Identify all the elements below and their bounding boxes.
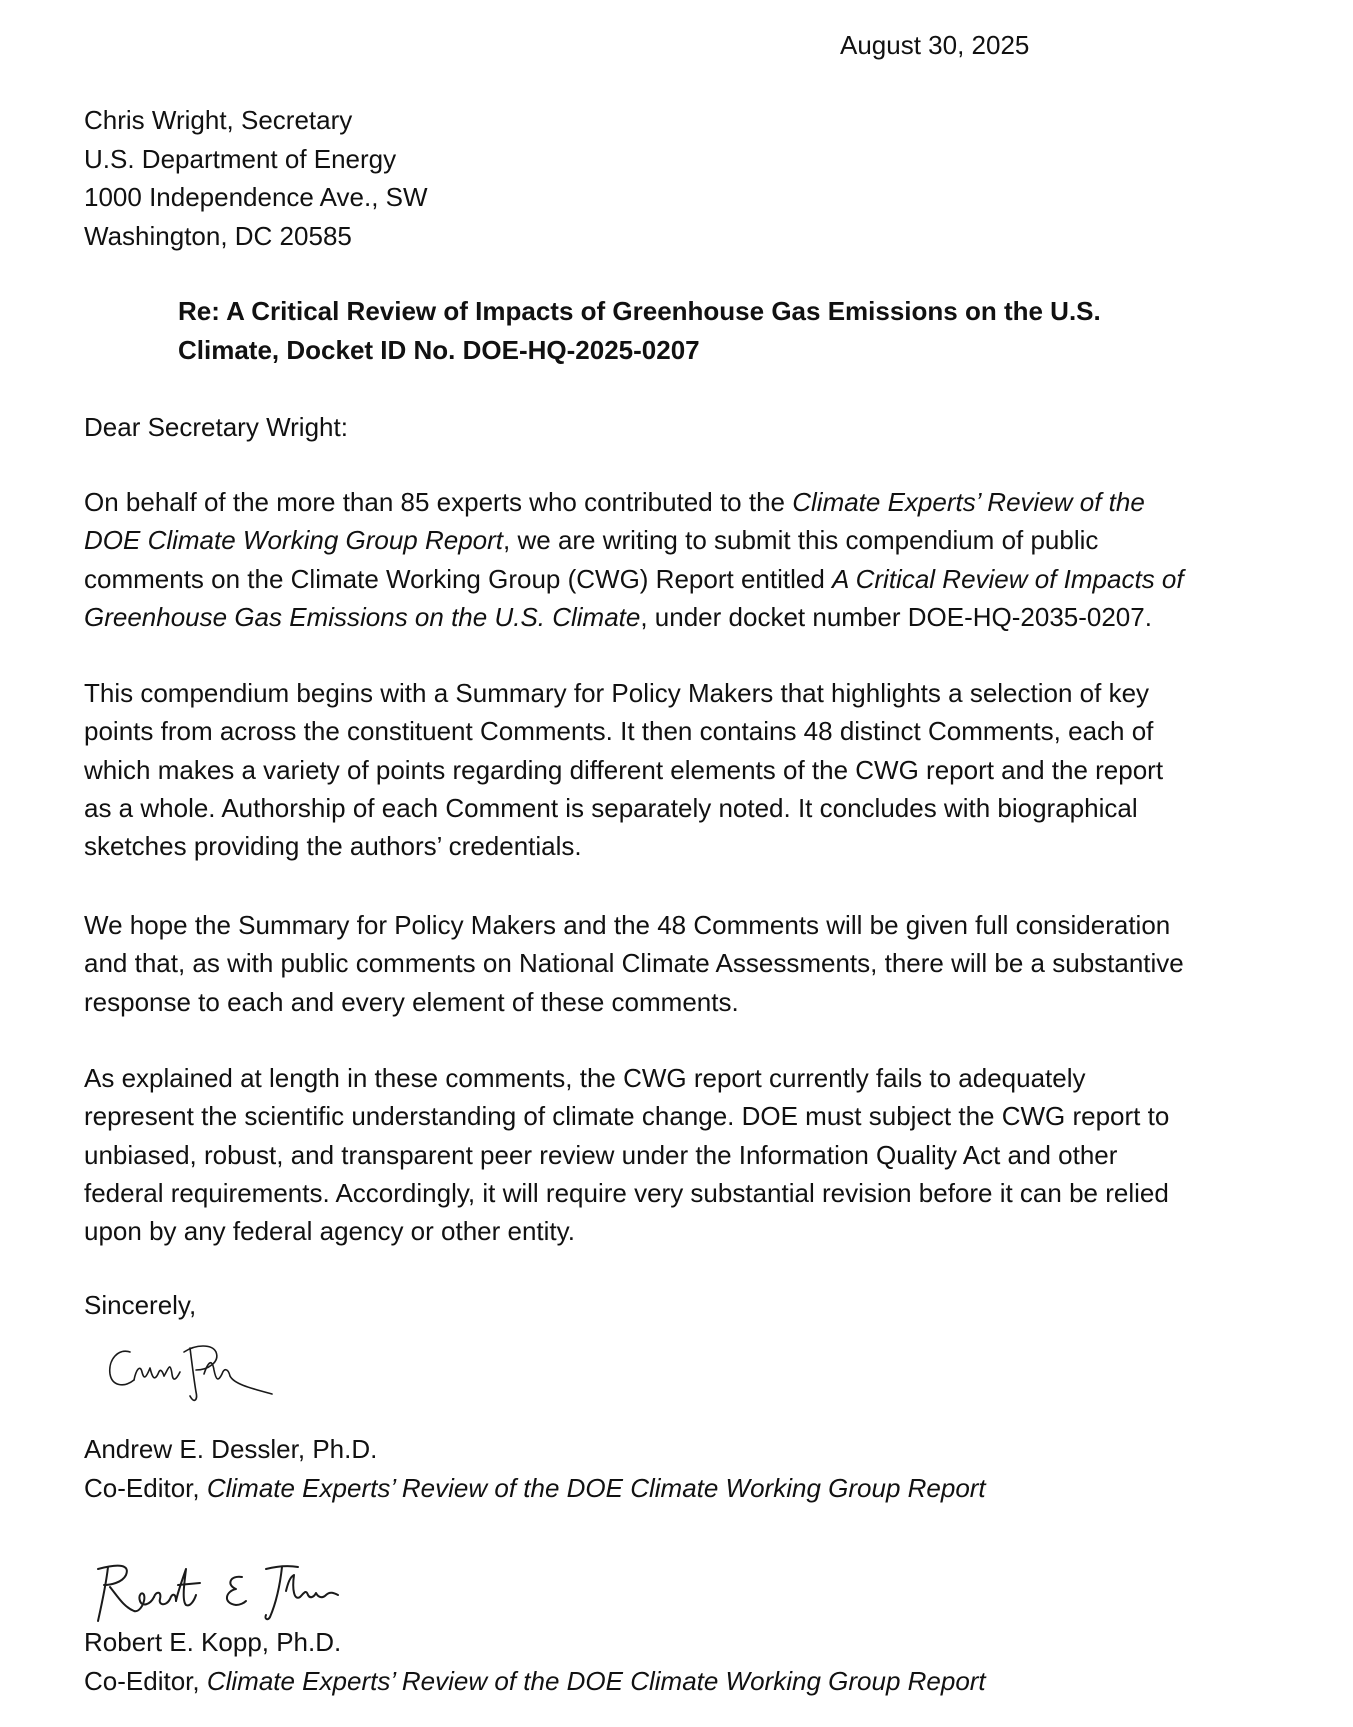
paragraph-conclusion: [84, 1059, 1334, 1250]
paragraph-line: [84, 521, 1334, 559]
paragraph-line: points from across the constituent Comments. It then contains 48 distinct Comments, each of: [84, 716, 1154, 747]
text-run: , under docket number DOE-HQ-2035-0207.: [640, 601, 1152, 632]
closing: Sincerely,: [84, 1290, 197, 1320]
paragraph-line: [84, 483, 1334, 521]
paragraph-line: sketches providing the authors’ credentials.: [84, 831, 582, 862]
role-prefix: Co-Editor,: [84, 1472, 207, 1503]
recipient-address: [84, 101, 428, 255]
paragraph-line: [84, 560, 1334, 598]
paragraph-line: upon by any federal agency or other entity.: [84, 1216, 575, 1247]
text-run: On behalf of the more than 85 experts who contributed to the: [84, 487, 793, 517]
recipient-name: Chris Wright, Secretary: [84, 105, 353, 135]
paragraph-line: as a whole. Authorship of each Comment is separately noted. It concludes with biographical: [84, 792, 1138, 823]
paragraph-line: federal requirements. Accordingly, it will require very substantial revision before it can be relied: [84, 1177, 1169, 1208]
salutation: Dear Secretary Wright:: [84, 412, 348, 442]
recipient-city: Washington, DC 20585: [84, 220, 352, 251]
signer-role: [84, 1662, 986, 1701]
paragraph-intro: [84, 483, 1334, 636]
text-run: , we are writing to submit this compendium of public: [503, 525, 1099, 556]
paragraph-line: represent the scientific understanding of climate change. DOE must subject the CWG report to: [84, 1101, 1170, 1132]
italic-title-run: Greenhouse Gas Emissions on the U.S. Climate: [84, 601, 641, 632]
subject-line-1: Re: A Critical Review of Impacts of Greenhouse Gas Emissions on the U.S.: [178, 296, 1101, 326]
paragraph-line: unbiased, robust, and transparent peer review under the Information Quality Act and other: [84, 1139, 1118, 1170]
italic-title-run: Climate Experts’ Review of the: [792, 487, 1145, 517]
paragraph-compendium: [84, 674, 1334, 865]
signature-dessler-image: [100, 1330, 300, 1410]
signer-name: Andrew E. Dessler, Ph.D.: [84, 1434, 378, 1464]
paragraph-line: [84, 598, 1334, 636]
role-title: Climate Experts’ Review of the DOE Climate Working Group Report: [206, 1665, 986, 1696]
italic-title-run: A Critical Review of Impacts of: [832, 563, 1184, 594]
subject-line-2: Climate, Docket ID No. DOE-HQ-2025-0207: [178, 334, 700, 365]
italic-title-run: DOE Climate Working Group Report: [84, 525, 504, 556]
subject-line: [178, 292, 1258, 369]
role-prefix: Co-Editor,: [84, 1665, 207, 1696]
signer-name: Robert E. Kopp, Ph.D.: [84, 1627, 342, 1657]
paragraph-line: and that, as with public comments on National Climate Assessments, there will be a substantive: [84, 948, 1184, 979]
signature-kopp-image: [90, 1555, 350, 1631]
letter-date: August 30, 2025: [840, 30, 1030, 60]
role-title: Climate Experts’ Review of the DOE Climate Working Group Report: [206, 1472, 986, 1503]
paragraph-line: As explained at length in these comments, the CWG report currently fails to adequately: [84, 1063, 1086, 1093]
recipient-street: 1000 Independence Ave., SW: [84, 182, 428, 212]
paragraph-line: We hope the Summary for Policy Makers and the 48 Comments will be given full consideration: [84, 910, 1171, 940]
paragraph-hope: [84, 906, 1334, 1021]
paragraph-line: This compendium begins with a Summary for Policy Makers that highlights a selection of key: [84, 678, 1150, 708]
paragraph-line: response to each and every element of these comments.: [84, 986, 739, 1017]
recipient-organization: U.S. Department of Energy: [84, 143, 397, 174]
text-run: comments on the Climate Working Group (CWG) Report entitled: [84, 563, 833, 594]
signer-kopp: [84, 1623, 986, 1700]
paragraph-line: which makes a variety of points regarding different elements of the CWG report and the report: [84, 754, 1164, 785]
signer-dessler: [84, 1430, 986, 1507]
signer-role: [84, 1469, 986, 1508]
